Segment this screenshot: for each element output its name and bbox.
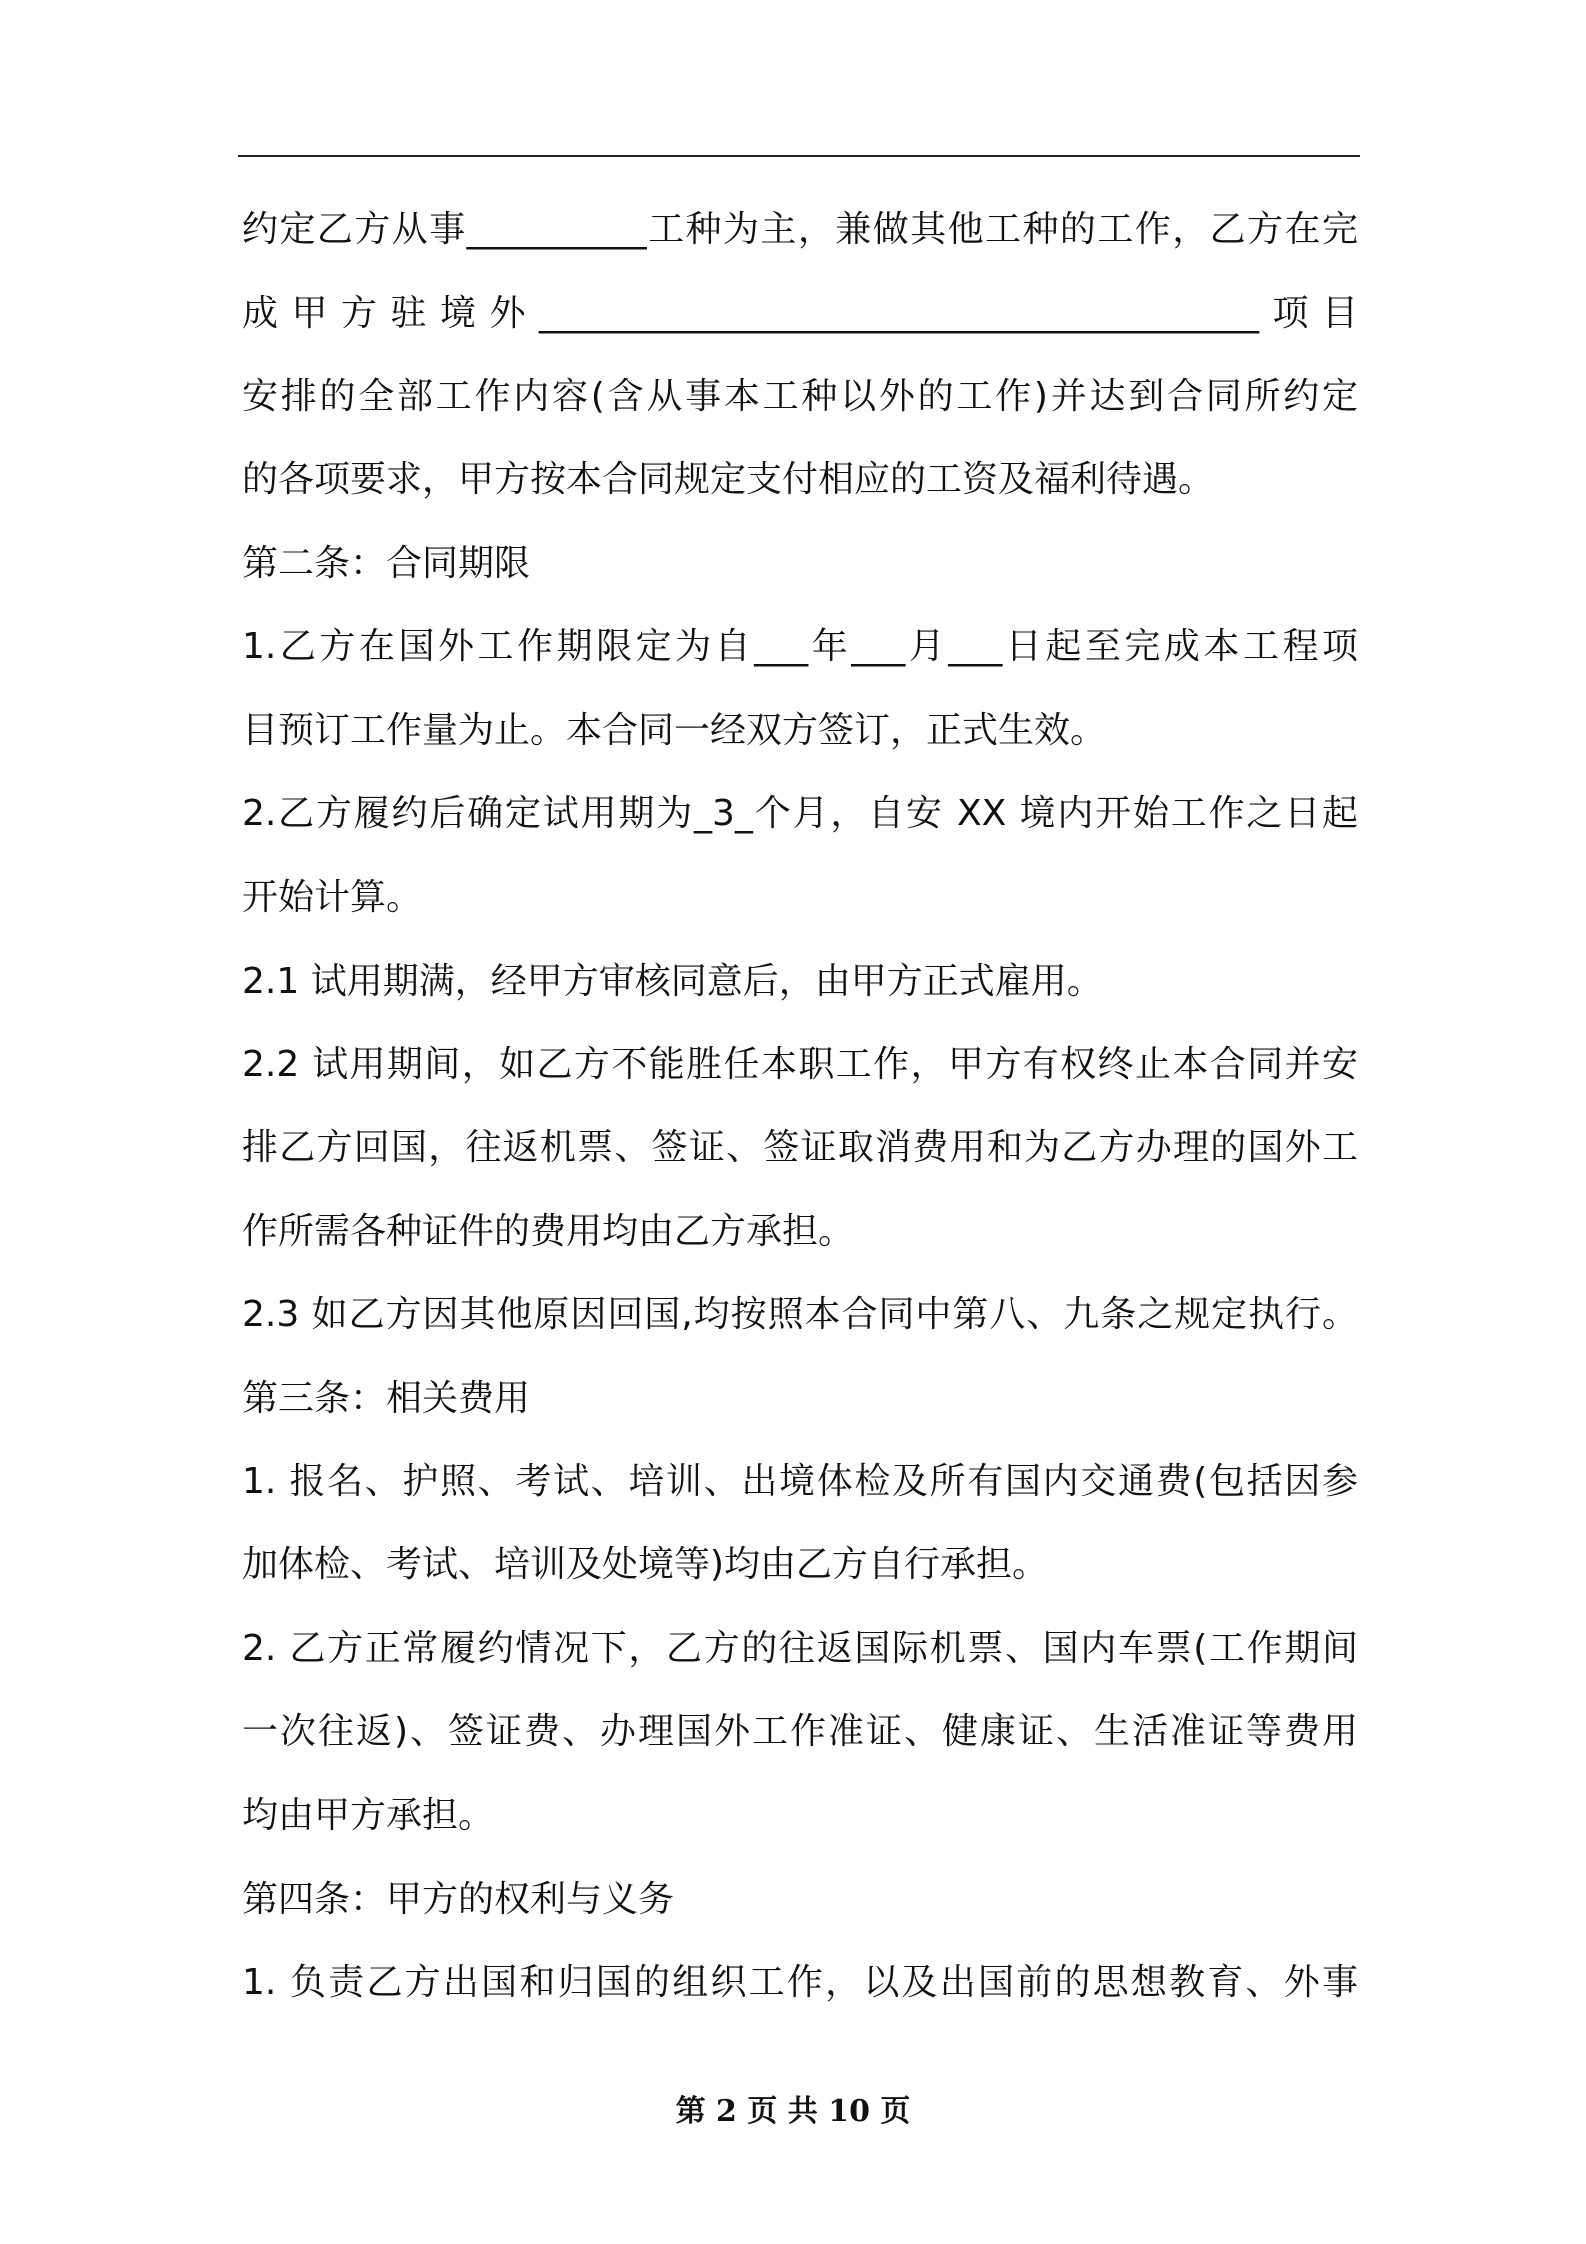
section-heading: 第二条：合同期限: [242, 543, 531, 584]
paragraph-line: 2.乙方履约后确定试用期为_3_个月，自安 XX 境内开始工作之日起: [242, 793, 1358, 834]
paragraph-line: 1.乙方在国外工作期限定为自___年___月___日起至完成本工程项: [242, 626, 1358, 667]
paragraph-line: 作所需各种证件的费用均由乙方承担。: [242, 1211, 855, 1252]
paragraph-line: 2.3 如乙方因其他原因回国,均按照本合同中第八、九条之规定执行。: [242, 1294, 1358, 1335]
paragraph-line: 目预订工作量为止。本合同一经双方签订，正式生效。: [242, 710, 1107, 751]
section-heading: 第四条：甲方的权利与义务: [242, 1879, 675, 1920]
paragraph-line: 2.2 试用期间，如乙方不能胜任本职工作，甲方有权终止本合同并安: [242, 1044, 1358, 1085]
paragraph-line: 加体检、考试、培训及处境等)均由乙方自行承担。: [242, 1544, 1049, 1585]
paragraph-line: 1. 负责乙方出国和归国的组织工作，以及出国前的思想教育、外事: [242, 1962, 1358, 2003]
paragraph-line: 的各项要求，甲方按本合同规定支付相应的工资及福利待遇。: [242, 459, 1215, 500]
paragraph-line: 一次往返)、签证费、办理国外工作准证、健康证、生活准证等费用: [242, 1711, 1358, 1752]
paragraph-line: 2.1 试用期满，经甲方审核同意后，由甲方正式雇用。: [242, 961, 1103, 1002]
page-number-footer: 第 2 页 共 10 页: [675, 2094, 911, 2129]
paragraph-line: 成甲方驻境外________________________________________项目: [242, 293, 1358, 334]
paragraph-line: 约定乙方从事__________工种为主，兼做其他工种的工作，乙方在完: [242, 209, 1358, 250]
paragraph-line: 1. 报名、护照、考试、培训、出境体检及所有国内交通费(包括因参: [242, 1461, 1358, 1502]
paragraph-line: 均由甲方承担。: [242, 1795, 495, 1836]
paragraph-line: 2. 乙方正常履约情况下，乙方的往返国际机票、国内车票(工作期间: [242, 1628, 1358, 1669]
header-rule: [238, 155, 1360, 157]
paragraph-line: 开始计算。: [242, 877, 423, 918]
section-heading: 第三条：相关费用: [242, 1378, 531, 1419]
paragraph-line: 安排的全部工作内容(含从事本工种以外的工作)并达到合同所约定: [242, 376, 1358, 417]
paragraph-line: 排乙方回国，往返机票、签证、签证取消费用和为乙方办理的国外工: [242, 1127, 1358, 1168]
